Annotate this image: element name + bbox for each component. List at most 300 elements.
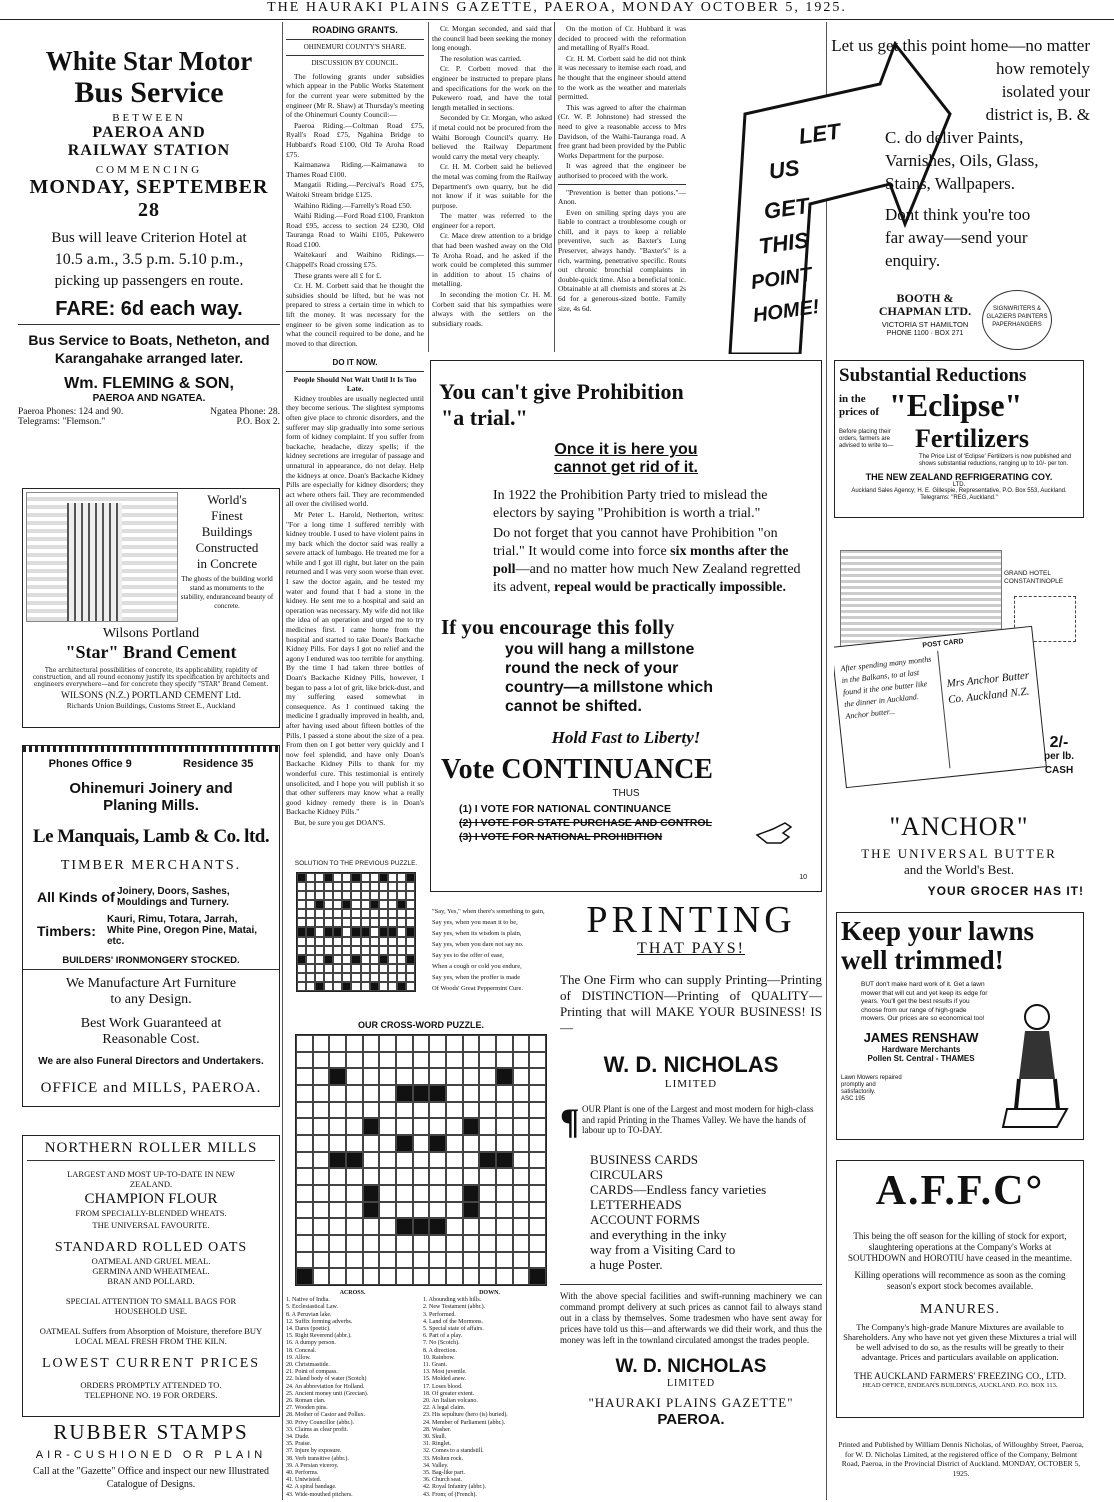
grid-cell — [463, 1235, 480, 1252]
roading-article-col2 — [432, 24, 552, 354]
grid-cell — [479, 1052, 496, 1069]
grid-cell — [346, 1168, 363, 1185]
grid-cell — [529, 1235, 546, 1252]
grid-cell — [463, 1068, 480, 1085]
arrow-text-home: HOME! — [751, 295, 821, 327]
prohib-h2: "a trial." — [441, 405, 528, 430]
grid-cell — [388, 918, 397, 927]
grid-cell — [513, 1185, 530, 1202]
grid-cell — [396, 1035, 413, 1052]
grid-cell — [361, 873, 370, 882]
grid-cell — [396, 1102, 413, 1119]
eclipse-agency: Auckland Sales Agency; H. E. Gillespie, Representative, P.O. Box 553, Auckland. — [851, 488, 1067, 494]
arrow-text-this: THIS — [757, 227, 811, 259]
grid-cell — [329, 1268, 346, 1285]
grid-cell — [363, 1152, 380, 1169]
grid-cell — [513, 1102, 530, 1119]
grid-cell — [396, 1085, 413, 1102]
ws-places: PAEROA AND NGATEA. — [92, 393, 206, 404]
grid-cell — [297, 946, 306, 955]
grid-cell — [306, 918, 315, 927]
grid-cell — [396, 1185, 413, 1202]
printing-item: a huge Poster. — [590, 1257, 663, 1272]
joinery-allkinds: All Kinds of — [37, 889, 115, 905]
grid-cell — [513, 1085, 530, 1102]
para: Cr. H. M. Corbett said that he thought the subsidies should be lifted, but he was not prepared to stress a certain time in which to lift the money. It was necessary for the engineer to be given some indication as to what the council required to be done, and he moved to that direction. — [286, 281, 424, 348]
grid-cell — [413, 1152, 430, 1169]
printing-ad — [560, 900, 822, 1498]
renshaw-h2: well trimmed! — [841, 945, 1004, 975]
renshaw-code: ASC 195 — [841, 1095, 866, 1102]
grid-cell — [379, 909, 388, 918]
grid-cell — [496, 1085, 513, 1102]
skyscraper-illustration — [26, 492, 178, 622]
grid-cell — [342, 927, 351, 936]
grid-cell — [370, 891, 379, 900]
grid-cell — [342, 873, 351, 882]
doans-article — [286, 356, 424, 852]
ws-phones: Paeroa Phones: 124 and 90. — [18, 407, 124, 417]
grid-cell — [370, 973, 379, 982]
across-clue: 34. Dude. — [286, 1434, 310, 1441]
grid-cell — [370, 900, 379, 909]
grid-cell — [346, 1152, 363, 1169]
anchor-price-amount: 2/- — [1049, 734, 1069, 751]
grid-cell — [329, 1068, 346, 1085]
grid-cell — [406, 873, 415, 882]
printing-paeroa: PAEROA. — [657, 1411, 725, 1428]
grid-cell — [313, 1202, 330, 1219]
grid-cell — [333, 955, 342, 964]
rubber-stamps-ad — [22, 1420, 280, 1495]
grid-cell — [297, 964, 306, 973]
ws-ngatea: Ngatea Phone: 28. — [210, 407, 280, 417]
grid-cell — [388, 882, 397, 891]
para: Waihino Riding.—Farrelly's Road £50. — [294, 200, 412, 210]
down-clue: 20. An Italian volcano. — [423, 1398, 478, 1405]
grid-cell — [463, 1268, 480, 1285]
grid-cell — [306, 873, 315, 882]
grid-cell — [351, 927, 360, 936]
crossword-section — [286, 1020, 556, 1498]
grid-cell — [329, 1185, 346, 1202]
eclipse-in-prices — [839, 393, 889, 419]
cement-w1: World's — [207, 492, 247, 507]
joinery-cost: Reasonable Cost. — [102, 1032, 200, 1047]
prohib-p2a: Do not forget that you cannot have Prohibition "on trial." It would come into force — [493, 526, 778, 559]
booth-line: Let us get this point home—no matter — [831, 36, 1090, 55]
affco-p1: This being the off season for the killing of stock for export, slaughtering operations at the Company's Works at SOUTHDOWN and HOROTIU have ceased in the meantime. — [848, 1231, 1072, 1263]
grid-cell — [396, 1218, 413, 1235]
grid-cell — [388, 982, 397, 991]
arrow-text-let: LET — [797, 118, 842, 149]
mills-largest: LARGEST AND MOST UP-TO-DATE IN NEW ZEALAND. — [67, 1169, 235, 1189]
grid-cell — [342, 973, 351, 982]
grid-cell — [479, 1235, 496, 1252]
grid-cell — [529, 1135, 546, 1152]
grid-cell — [379, 964, 388, 973]
down-clue: 10. Rainbow. — [423, 1354, 455, 1361]
grid-cell — [313, 1135, 330, 1152]
joinery-design: to any Design. — [110, 992, 192, 1007]
prohib-sub2: cannot get rid of it. — [554, 459, 698, 476]
grid-cell — [346, 1202, 363, 1219]
grid-cell — [342, 955, 351, 964]
prohib-mill-line: country—a millstone which — [505, 679, 714, 696]
grid-cell — [529, 1085, 546, 1102]
mills-orders: ORDERS PROMPTLY ATTENDED TO. — [80, 1380, 222, 1390]
affco-logo: A.F.F.C° — [875, 1168, 1045, 1214]
grid-cell — [296, 1135, 313, 1152]
grid-cell — [446, 1052, 463, 1069]
grid-cell — [370, 955, 379, 964]
ws-leave: Bus will leave Criterion Hotel at — [51, 230, 247, 246]
grid-cell — [479, 1135, 496, 1152]
grid-cell — [351, 964, 360, 973]
arrow-text-get: GET — [762, 192, 811, 224]
booth-line: how remotely — [996, 59, 1090, 78]
grid-cell — [296, 1185, 313, 1202]
grid-cell — [333, 918, 342, 927]
poem-line: "Say, Yes," when there's something to gain, — [432, 908, 545, 915]
printing-p3: With the above special facilities and swift-running machinery we can command prompt delivery at such prices as cannot fail to always stand out in a class by themselves. Some tradesmen who have sent away for prices have told us this—and afterwards we did their work, and thus the money was left in the townland circulated amongst the trades people. — [560, 1291, 822, 1345]
grid-cell — [296, 1268, 313, 1285]
joinery-ad — [22, 745, 280, 1107]
grid-cell — [363, 1035, 380, 1052]
across-clue: 22. Island body of water (Scotch) — [286, 1376, 367, 1383]
grid-cell — [361, 982, 370, 991]
across-clue: 21. Point of compass. — [286, 1369, 338, 1376]
grid-cell — [333, 882, 342, 891]
grid-cell — [306, 955, 315, 964]
grid-cell — [397, 937, 406, 946]
hotel-name2: CONSTANTINOPLE — [1004, 578, 1064, 585]
grid-cell — [429, 1235, 446, 1252]
grid-cell — [324, 964, 333, 973]
eclipse-before: Before placing their orders, farmers are advised to write to— — [839, 428, 894, 449]
grid-cell — [413, 1068, 430, 1085]
grid-cell — [363, 1185, 380, 1202]
grid-cell — [397, 909, 406, 918]
printing-title: PRINTING — [586, 900, 796, 941]
grid-cell — [446, 1268, 463, 1285]
down-clue: 30. Skull. — [423, 1434, 447, 1441]
cement-top — [26, 492, 276, 620]
grid-cell — [529, 1052, 546, 1069]
grid-cell — [361, 918, 370, 927]
poem-line: Say yes, when you mean it to be, — [432, 919, 518, 926]
grid-cell — [297, 918, 306, 927]
grid-cell — [342, 918, 351, 927]
grid-cell — [396, 1118, 413, 1135]
grid-cell — [342, 964, 351, 973]
grid-cell — [351, 873, 360, 882]
grid-cell — [370, 918, 379, 927]
down-clue: 13. Most juvenile. — [423, 1369, 467, 1376]
grid-cell — [296, 1235, 313, 1252]
joinery-name2: Planing Mills. — [103, 797, 199, 814]
poem-line: When a cough or cold you endure, — [432, 963, 522, 970]
grid-cell — [324, 891, 333, 900]
grid-cell — [397, 900, 406, 909]
grid-cell — [406, 900, 415, 909]
down-clue: 3. Performed. — [423, 1311, 456, 1318]
grid-cell — [513, 1252, 530, 1269]
grid-cell — [342, 891, 351, 900]
grid-cell — [388, 900, 397, 909]
grid-cell — [379, 891, 388, 900]
grid-cell — [529, 1118, 546, 1135]
grid-cell — [342, 882, 351, 891]
grid-cell — [413, 1252, 430, 1269]
grid-cell — [406, 982, 415, 991]
down-clue: 23. His sepulture (hero (is) buried). — [423, 1412, 508, 1419]
eclipse-fert-row — [839, 424, 1079, 454]
grid-cell — [379, 1185, 396, 1202]
hotel-name1: GRAND HOTEL — [1004, 570, 1051, 577]
grid-cell — [333, 982, 342, 991]
grid-cell — [379, 1202, 396, 1219]
prohib-mill-line: round the neck of your — [505, 660, 679, 677]
across-clue: 28. Mother of Castor and Pollux. — [286, 1412, 366, 1419]
grid-cell — [397, 964, 406, 973]
grid-cell — [429, 1185, 446, 1202]
across-clue: 14. Dares (poetic). — [286, 1326, 331, 1333]
grid-cell — [413, 1052, 430, 1069]
grid-cell — [429, 1118, 446, 1135]
grid-cell — [513, 1152, 530, 1169]
grid-cell — [297, 891, 306, 900]
column-rule — [554, 22, 555, 352]
grid-cell — [379, 1102, 396, 1119]
joinery-builders: BUILDERS' IRONMONGERY STOCKED. — [62, 955, 240, 966]
postcard-label: POST CARD — [922, 638, 964, 650]
ws-firm: Wm. FLEMING & SON, — [64, 375, 234, 392]
grid-cell — [342, 937, 351, 946]
anchor-price-unit: per lb. — [1043, 751, 1074, 762]
grid-cell — [496, 1185, 513, 1202]
grid-cell — [315, 882, 324, 891]
cement-w2: Finest — [211, 508, 243, 523]
grid-cell — [446, 1035, 463, 1052]
mills-lowest: LOWEST CURRENT PRICES — [41, 1356, 261, 1371]
grid-cell — [324, 909, 333, 918]
down-clue: 4. Land of the Mormons. — [423, 1318, 483, 1325]
grid-cell — [479, 1168, 496, 1185]
grid-cell — [315, 891, 324, 900]
grid-cell — [396, 1202, 413, 1219]
grid-cell — [529, 1035, 546, 1052]
grid-cell — [361, 900, 370, 909]
renshaw-trade: Hardware Merchants — [881, 1044, 961, 1054]
grid-cell — [446, 1085, 463, 1102]
down-clue: 15. Molded anew. — [423, 1376, 466, 1383]
eclipse-company: THE NEW ZEALAND REFRIGERATING COY. — [865, 472, 1053, 482]
postcard-message: After spending many months in the Balkans, to at last found it the one butter like the dinner in Auckland. Anchor butter... — [839, 654, 932, 721]
down-clue: 32. Comes to a standstill. — [423, 1448, 484, 1455]
para: Waihi Riding.—Ford Road £100, Frankton Road £95, access to section 24 £230, Old Tauranga Road to Waihi £105, Pukewero Road £100. — [286, 211, 424, 249]
grid-cell — [479, 1218, 496, 1235]
grid-cell — [329, 1135, 346, 1152]
printing-item: BUSINESS CARDS — [590, 1152, 699, 1167]
grid-cell — [463, 1168, 480, 1185]
roading-article-col1 — [286, 24, 424, 354]
grid-cell — [513, 1118, 530, 1135]
joinery-office: OFFICE and MILLS, PAEROA. — [40, 1080, 262, 1096]
prohib-thus: THUS — [612, 788, 640, 799]
grid-cell — [315, 982, 324, 991]
grid-cell — [313, 1068, 330, 1085]
grid-cell — [446, 1185, 463, 1202]
stamps-call: Call at the "Gazette" Office and inspect our new Illustrated Catalogue of Designs. — [33, 1466, 269, 1490]
printing-gazette: "HAURAKI PLAINS GAZETTE" — [588, 1395, 794, 1410]
grid-cell — [396, 1052, 413, 1069]
grid-cell — [513, 1035, 530, 1052]
para: It was agreed that the engineer be authorised to proceed with the work. — [558, 161, 686, 180]
grid-cell — [296, 1035, 313, 1052]
para: Kidney troubles are usually neglected until they become serious. The slightest symptoms often give place to chronic disorders, and the sufferer may slip gradually into some serious form of kidney complaint. If you suffer from backache, headache, dizzy spells; if the kidney secretions are irregular of passage and unnatural in appearance, do not delay. Help the kidneys at once. Doan's Backache Kidney Pills are especially for kidney disorders; they act where others fail. They are recommended all over the civilised world. — [286, 393, 424, 509]
grid-cell — [297, 973, 306, 982]
across-clue: 38. Verb transitive (abbr.). — [286, 1455, 349, 1462]
grid-cell — [463, 1252, 480, 1269]
para: Cr. Morgan seconded, and said that the council had been seeking the money long enough. — [432, 24, 552, 53]
booth-line: district is, B. & — [985, 105, 1090, 124]
grid-cell — [496, 1135, 513, 1152]
grid-cell — [397, 982, 406, 991]
booth-copy — [760, 34, 1090, 126]
grid-cell — [396, 1168, 413, 1185]
joinery-funeral: We are also Funeral Directors and Undertakers. — [38, 1056, 264, 1067]
grid-cell — [529, 1268, 546, 1285]
anchor-world: and the World's Best. — [903, 862, 1015, 877]
joinery-office-phone: Phones Office 9 — [48, 758, 132, 770]
solution-title: SOLUTION TO THE PREVIOUS PUZZLE. — [294, 860, 418, 867]
grid-cell — [324, 873, 333, 882]
grid-cell — [388, 973, 397, 982]
grid-cell — [379, 955, 388, 964]
para: Paeroa Riding.—Coltman Road £75, Ryall's Road £75, Ngahina Bridge to Hubbard's Road £100, Old Te Aroha Road £75. — [286, 120, 424, 159]
grid-cell — [370, 927, 379, 936]
printing-limited: LIMITED — [664, 1078, 718, 1090]
grid-cell — [315, 937, 324, 946]
grid-cell — [306, 882, 315, 891]
grid-cell — [446, 1118, 463, 1135]
grid-cell — [496, 1218, 513, 1235]
grid-cell — [296, 1068, 313, 1085]
booth-company: BOOTH & CHAPMAN LTD. — [878, 291, 972, 318]
grid-cell — [329, 1252, 346, 1269]
para: Seconded by Cr. Morgan, who asked if metal could not be procured from the Waihi Borough Council's quarry. He believed the Railway Department would carry the metal very cheaply. — [432, 113, 552, 161]
anchor-price-cash: CASH — [1044, 765, 1074, 776]
grid-cell — [529, 1252, 546, 1269]
grid-cell — [406, 882, 415, 891]
grid-cell — [396, 1252, 413, 1269]
grid-cell — [329, 1102, 346, 1119]
grid-cell — [446, 1152, 463, 1169]
grid-cell — [346, 1218, 363, 1235]
grid-cell — [463, 1152, 480, 1169]
grid-cell — [361, 946, 370, 955]
roading-article-col3 — [558, 24, 686, 354]
ws-between: BETWEEN — [112, 112, 186, 124]
grid-cell — [413, 1235, 430, 1252]
renshaw-repairs: Lawn Mowers repaired promptly and satisfactorily. — [841, 1074, 902, 1095]
down-clue: 5. Special state of affairs. — [423, 1326, 484, 1333]
joinery-manufacture: We Manufacture Art Furniture — [65, 976, 237, 991]
grid-cell — [333, 873, 342, 882]
imprint: Printed and Published by William Dennis Nicholas, of Willoughby Street, Paeroa, for W. D. Nicholas Limited, at the registered office of the Company, Belmont Road, Paeroa, in the Provincial District of Auckland. MONDAY, OCTOBER 5, 1925. — [838, 1440, 1084, 1478]
grid-cell — [379, 1268, 396, 1285]
prohib-p2d: repeal would be practically impossible. — [554, 580, 786, 595]
grid-cell — [379, 946, 388, 955]
grid-cell — [296, 1218, 313, 1235]
grid-cell — [379, 1235, 396, 1252]
grid-cell — [379, 873, 388, 882]
para: "Prevention is better than potions."—Anon. — [558, 187, 686, 207]
printing-limited2: LIMITED — [666, 1378, 716, 1389]
joinery-name1: Ohinemuri Joinery and — [69, 780, 233, 797]
down-clue: 2. New Testament (abbr.). — [423, 1304, 486, 1311]
grid-cell — [363, 1268, 380, 1285]
arrow-text-us: US — [767, 154, 801, 184]
postcard — [834, 626, 1047, 788]
poem-line: Say yes to the offer of ease, — [432, 952, 504, 959]
booth-line: Stains, Wallpapers. — [885, 174, 1016, 193]
grid-cell — [496, 1252, 513, 1269]
grid-cell — [313, 1085, 330, 1102]
grid-cell — [363, 1252, 380, 1269]
grid-cell — [529, 1202, 546, 1219]
grid-cell — [306, 927, 315, 936]
grid-cell — [306, 973, 315, 982]
grid-cell — [363, 1235, 380, 1252]
grid-cell — [429, 1085, 446, 1102]
eclipse-list: The Price List of 'Eclipse' Fertilizers is now published and shows substantial reductions, ranging up to 10/- per ton. — [919, 454, 1072, 467]
grid-cell — [306, 891, 315, 900]
grid-cell — [479, 1252, 496, 1269]
grid-cell — [329, 1052, 346, 1069]
prohib-p2b: six months after the poll — [493, 544, 789, 577]
across-clue: 43. Wide-mouthed pitchers. — [286, 1491, 353, 1498]
cement-ad — [22, 488, 280, 728]
grid-cell — [479, 1085, 496, 1102]
cement-w3: Buildings — [201, 524, 253, 539]
affco-ad — [836, 1160, 1084, 1418]
grid-cell — [296, 1118, 313, 1135]
mills-special: SPECIAL ATTENTION TO SMALL BAGS FOR HOUSEHOLD USE. — [65, 1296, 237, 1316]
grid-cell — [297, 937, 306, 946]
grid-cell — [529, 1168, 546, 1185]
grid-cell — [351, 973, 360, 982]
grid-cell — [363, 1218, 380, 1235]
grid-cell — [313, 1102, 330, 1119]
mills-title: NORTHERN ROLLER MILLS — [44, 1140, 258, 1156]
grid-cell — [370, 982, 379, 991]
mills-blended: FROM SPECIALLY-BLENDED WHEATS. — [75, 1208, 227, 1218]
grid-cell — [397, 946, 406, 955]
prohib-mill-line: cannot be shifted. — [505, 698, 642, 715]
grid-cell — [479, 1068, 496, 1085]
grid-cell — [361, 964, 370, 973]
down-clue: 8. A direction. — [423, 1347, 457, 1354]
grid-cell — [324, 927, 333, 936]
mills-oats: STANDARD ROLLED OATS — [54, 1240, 248, 1255]
grid-cell — [396, 1135, 413, 1152]
renshaw-h1: Keep your lawns — [841, 916, 1035, 946]
grid-cell — [379, 937, 388, 946]
para: Waitekauri and Waihino Ridings.—Chappell's Road crossing £75. — [286, 250, 424, 270]
anchor-grocer: YOUR GROCER HAS IT! — [927, 884, 1084, 898]
